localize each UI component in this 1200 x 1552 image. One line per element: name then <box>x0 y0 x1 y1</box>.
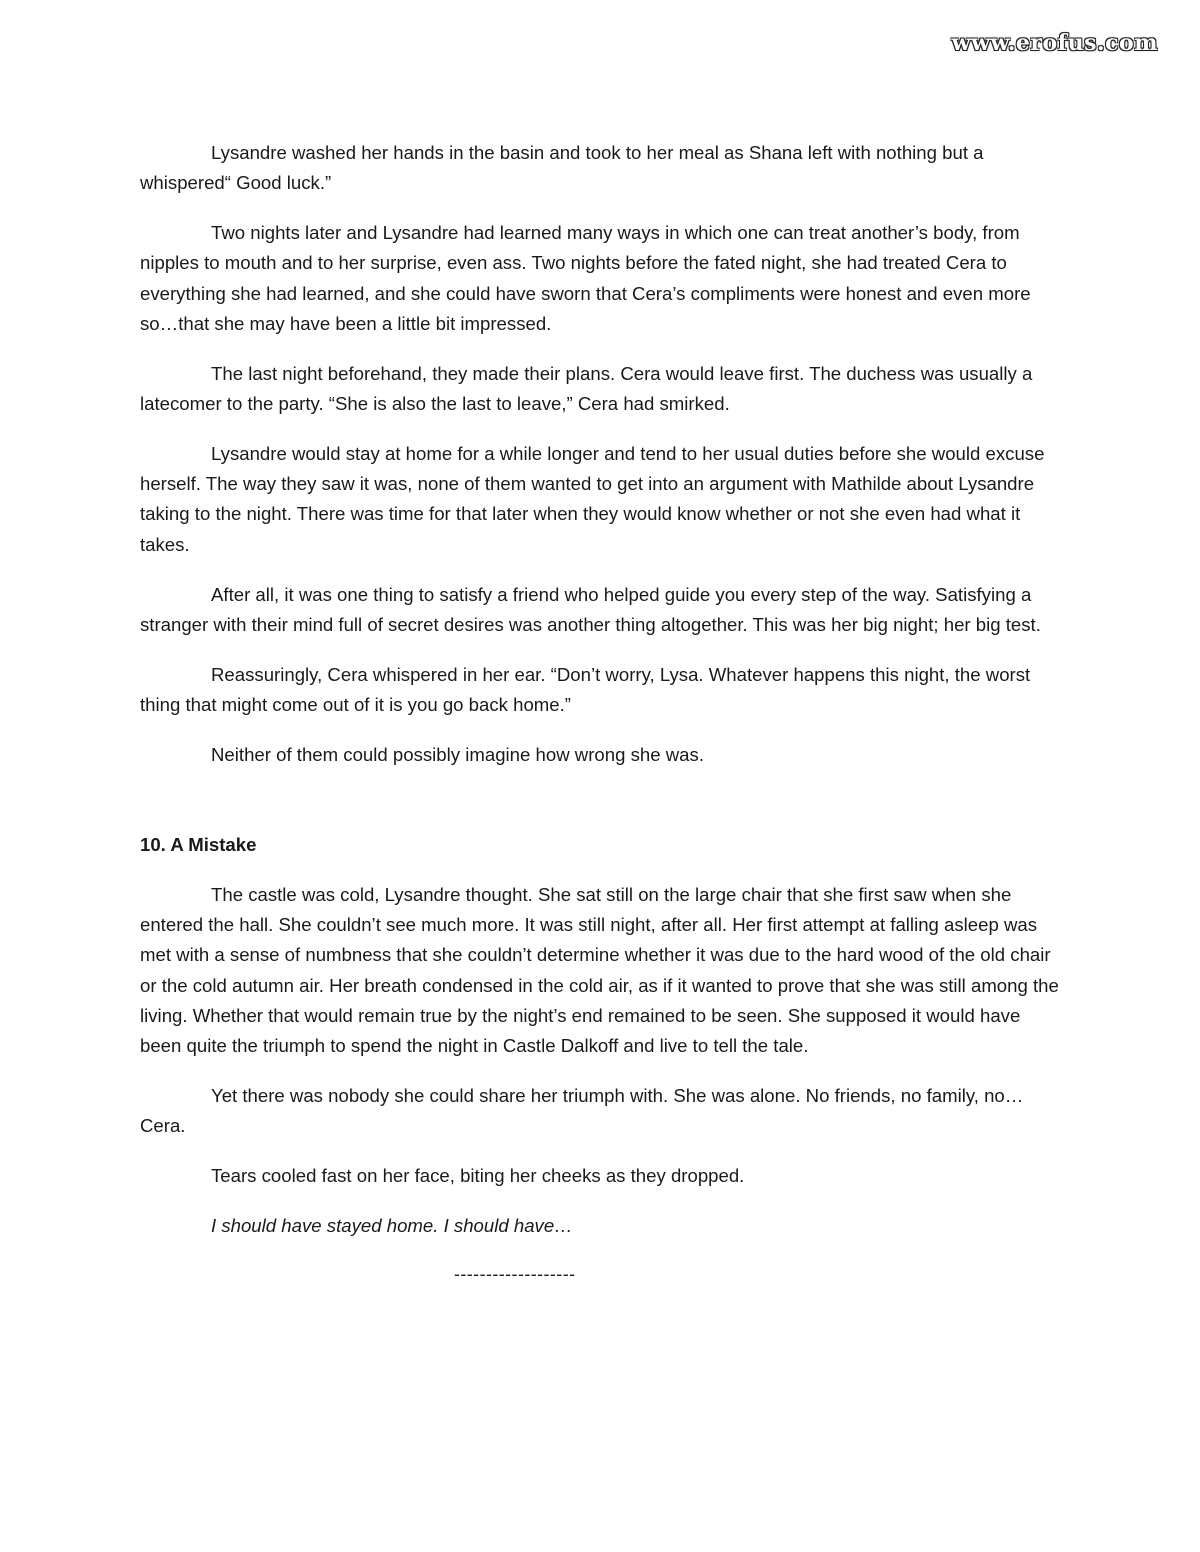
chapter-title: 10. A Mistake <box>140 834 257 856</box>
paragraph: Tears cooled fast on her face, biting her cheeks as they dropped. <box>211 1165 745 1187</box>
paragraph: Lysandre would stay at home for a while longer and tend to her usual duties before she would excuse herself. The way they saw it was, none of them wanted to get into an argument with Mathilde about Lysandre taking to the night. There was time for that later when they would know whether or not she even had what it takes. <box>140 443 1045 555</box>
section-separator: ------------------- <box>454 1264 576 1285</box>
italic-thought: I should have stayed home. I should have… <box>211 1215 573 1237</box>
paragraph: Reassuringly, Cera whispered in her ear. “Don’t worry, Lysa. Whatever happens this night, the worst thing that might come out of it is you go back home.” <box>140 663 1031 716</box>
paragraph: The last night beforehand, they made their plans. Cera would leave first. The duchess was usually a latecomer to the party. “She is also the last to leave,” Cera had smirked. <box>140 362 1033 415</box>
paragraph: Yet there was nobody she could share her triumph with. She was alone. No friends, no family, no…Cera. <box>140 1085 1024 1137</box>
paragraph: Neither of them could possibly imagine how wrong she was. <box>211 744 704 766</box>
paragraph: Two nights later and Lysandre had learned many ways in which one can treat another’s body, from nipples to mouth and to her surprise, even ass. Two nights before the fated night, she had treated Cera to everything she had learned, and she could have sworn that Cera’s compliments were honest and even more so…that she may have been a little bit impressed. <box>140 222 1031 334</box>
site-watermark: www.erofus.com <box>951 30 1158 56</box>
paragraph: Lysandre washed her hands in the basin and took to her meal as Shana left with nothing but a whispered“ Good luck.” <box>140 142 984 194</box>
paragraph: After all, it was one thing to satisfy a friend who helped guide you every step of the way. Satisfying a stranger with their mind full of secret desires was another thing altogether. This was her big night; her big test. <box>140 583 1041 635</box>
paragraph: The castle was cold, Lysandre thought. She sat still on the large chair that she first saw when she entered the hall. She couldn’t see much more. It was still night, after all. Her first attempt at falling asleep was met with a sense of numbness that she couldn’t determine whether it was due to the hard wood of the old chair or the cold autumn air. Her breath condensed in the cold air, as if it wanted to prove that she was still among the living. Whether that would remain true by the night’s end remained to be seen. She supposed it would have been quite the triumph to spend the night in Castle Dalkoff and live to tell the tale. <box>140 884 1059 1057</box>
document-page <box>140 138 1065 1289</box>
